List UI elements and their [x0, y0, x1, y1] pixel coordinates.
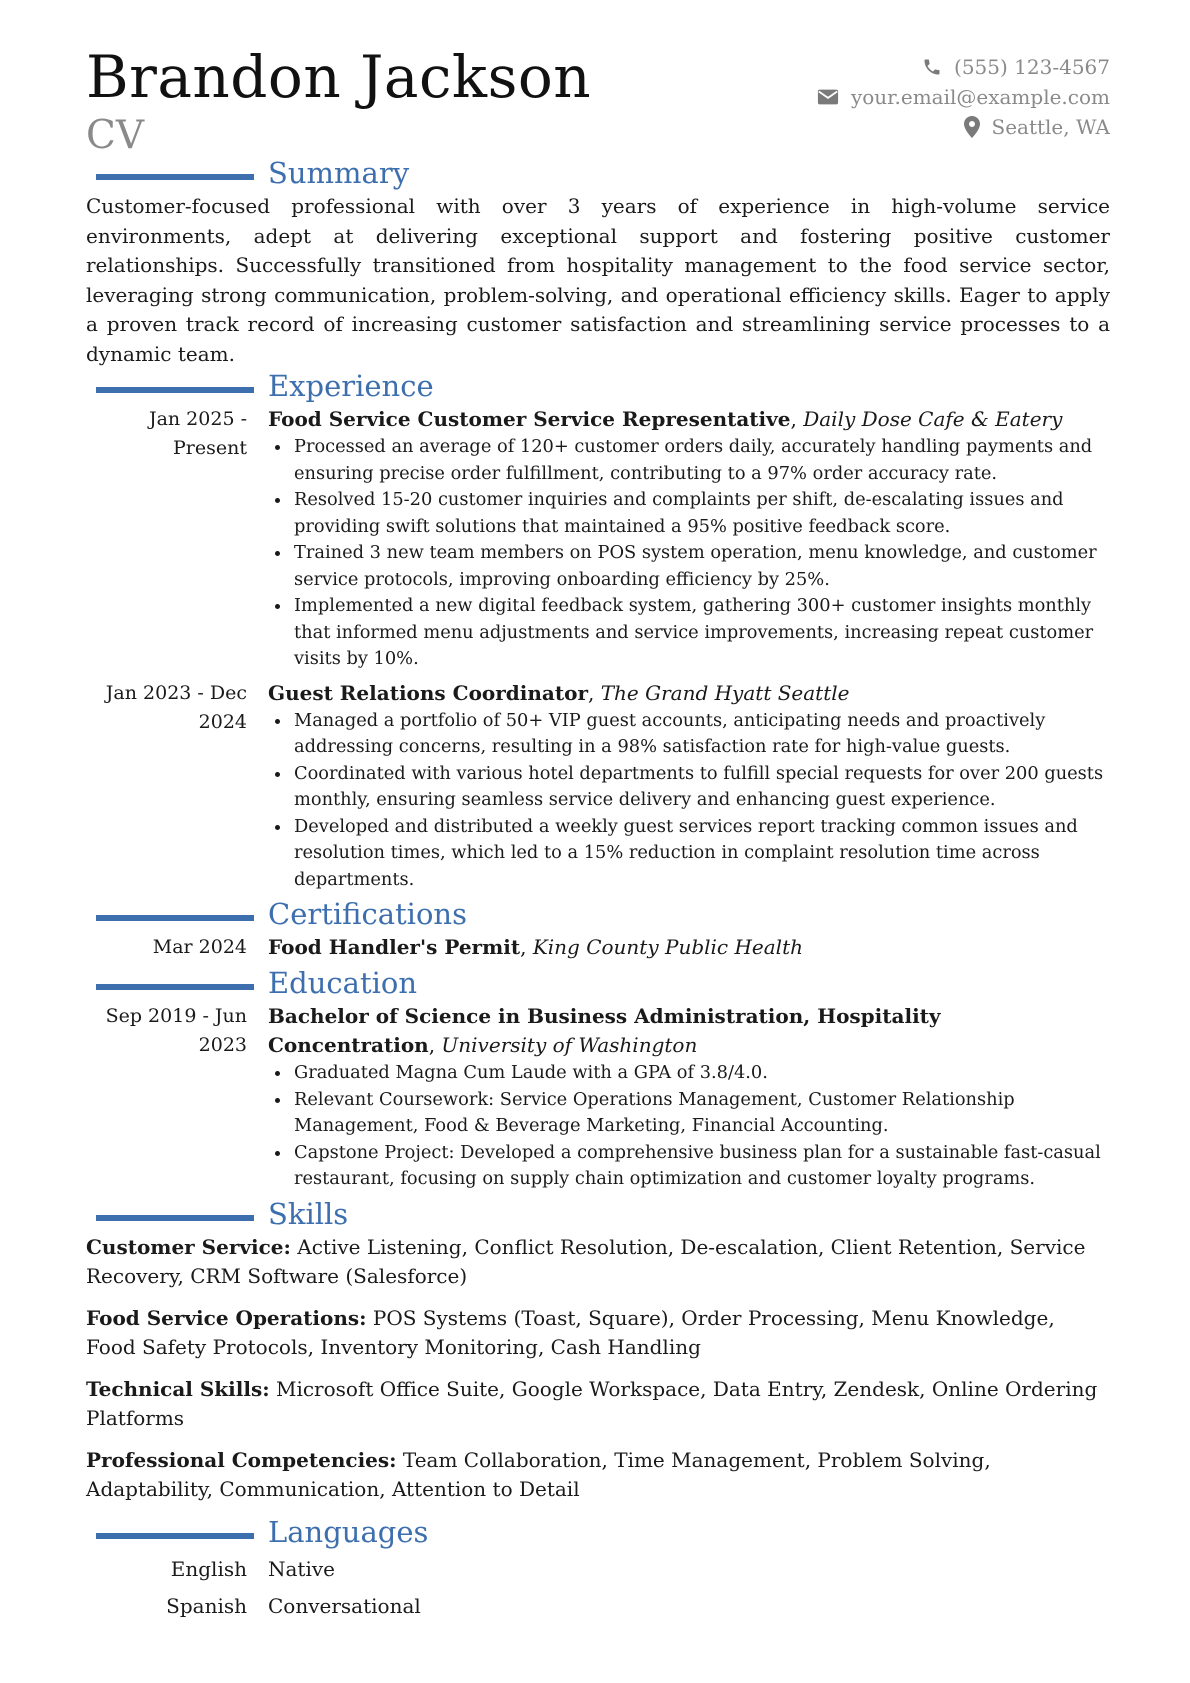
skill-category: Technical Skills:	[86, 1376, 270, 1401]
skill-category: Food Service Operations:	[86, 1305, 367, 1330]
section-rule	[96, 174, 254, 180]
entry-body	[268, 679, 1110, 894]
person-name: Brandon Jackson	[86, 43, 592, 111]
entry-title: Food Service Customer Service Representative	[268, 407, 791, 431]
section-experience	[86, 371, 1110, 405]
location-text: Seattle, WA	[991, 115, 1110, 139]
skill-group	[86, 1233, 1110, 1292]
section-rule	[96, 387, 254, 393]
language-row	[86, 1551, 1110, 1588]
entry-heading: Food Handler's Permit, King County Public Health	[268, 935, 803, 959]
bullet-item: • Processed an average of 120+ customer orders daily, accurately handling payments and ensuring precise order fulfillment, contributing to a 97% order accuracy rate.	[292, 434, 1110, 487]
phone-icon	[922, 57, 942, 77]
section-title: Education	[268, 966, 418, 1000]
skill-items: POS Systems (Toast, Square), Order Processing, Menu Knowledge, Food Safety Protocols, Inventory Monitoring, Cash Handling	[86, 1305, 1055, 1359]
language-name: English	[170, 1556, 247, 1581]
entry-title: Guest Relations Coordinator	[268, 680, 588, 705]
language-name: Spanish	[166, 1593, 247, 1618]
skill-items: Active Listening, Conflict Resolution, De-escalation, Client Retention, Service Recovery, CRM Software (Salesforce)	[86, 1234, 1086, 1288]
education-entry	[86, 1002, 1110, 1193]
entry-title: Bachelor of Science in Business Administration, Hospitality Concentration	[268, 1004, 941, 1057]
contact-phone	[817, 52, 1110, 82]
map-marker-icon	[964, 116, 980, 138]
entry-org: The Grand Hyatt Seattle	[600, 680, 850, 705]
section-certifications	[86, 899, 1110, 933]
skill-items: Team Collaboration, Time Management, Problem Solving, Adaptability, Communication, Attention to Detail	[86, 1447, 991, 1501]
entry-heading: Food Service Customer Service Representative, Daily Dose Cafe & Eatery	[268, 407, 1063, 431]
section-languages	[86, 1514, 1110, 1551]
skill-category: Customer Service:	[86, 1234, 291, 1259]
language-level: Native	[268, 1556, 335, 1581]
contact-location	[817, 112, 1110, 142]
skill-group	[86, 1304, 1110, 1363]
section-rule	[96, 915, 254, 921]
summary-text: Customer-focused professional with over 3 years of experience in high-volume service environments, adept at delivering exceptional support and fostering positive customer relationships. Successfully transitioned from hospitality management to the food service sector, leveraging strong communication, problem-solving, and operational efficiency skills. Eager to apply a proven track record of increasing customer satisfaction and streamlining service processes to a dynamic team.	[86, 194, 1110, 366]
cv-page	[86, 40, 1110, 1625]
envelope-icon	[817, 88, 839, 106]
section-title: Certifications	[268, 897, 467, 931]
bullet-list	[268, 1060, 1110, 1193]
cv-header	[86, 40, 1110, 158]
bullet-list	[268, 434, 1110, 673]
section-education	[86, 968, 1110, 1002]
bullet-item: • Resolved 15-20 customer inquiries and complaints per shift, de-escalating issues and providing swift solutions that maintained a 95% positive feedback score.	[292, 487, 1110, 540]
section-title: Skills	[268, 1196, 349, 1231]
skill-category: Professional Competencies:	[86, 1447, 397, 1472]
bullet-item: • Trained 3 new team members on POS system operation, menu knowledge, and customer service protocols, improving onboarding efficiency by 25%.	[292, 540, 1110, 593]
section-skills	[86, 1196, 1110, 1233]
language-row	[86, 1588, 1110, 1625]
bullet-item: • Capstone Project: Developed a comprehensive business plan for a sustainable fast-casual restaurant, focusing on supply chain optimization and customer loyalty programs.	[292, 1140, 1110, 1193]
entry-title: Food Handler's Permit	[268, 935, 521, 959]
section-title: Languages	[268, 1514, 429, 1549]
entry-body	[268, 933, 1110, 962]
section-summary	[86, 158, 1110, 192]
contact-info	[817, 52, 1110, 142]
experience-entry	[86, 679, 1110, 894]
entry-date: Sep 2019 - Jun 2023	[105, 1005, 247, 1056]
entry-heading: Bachelor of Science in Business Administration, Hospitality Concentration, University of Washington	[268, 1004, 941, 1057]
bullet-item: • Graduated Magna Cum Laude with a GPA of 3.8/4.0.	[292, 1060, 1110, 1087]
entry-date: Mar 2024	[152, 936, 247, 958]
entry-org: Daily Dose Cafe & Eatery	[803, 407, 1063, 431]
bullet-list	[268, 708, 1110, 894]
section-rule	[96, 984, 254, 990]
section-title: Summary	[268, 156, 410, 190]
phone-number: (555) 123-4567	[954, 55, 1110, 79]
section-rule	[96, 1533, 254, 1539]
entry-heading: Guest Relations Coordinator, The Grand Hyatt Seattle	[268, 680, 850, 705]
entry-date: Jan 2023 - Dec 2024	[105, 681, 247, 733]
section-rule	[96, 1215, 254, 1221]
bullet-item: • Managed a portfolio of 50+ VIP guest accounts, anticipating needs and proactively addressing concerns, resulting in a 98% satisfaction rate for high-value guests.	[292, 708, 1110, 761]
skill-group	[86, 1375, 1110, 1434]
entry-org: King County Public Health	[532, 935, 803, 959]
entry-body	[268, 1002, 1110, 1193]
language-level: Conversational	[268, 1593, 421, 1618]
experience-entry	[86, 405, 1110, 673]
bullet-item: • Relevant Coursework: Service Operations Management, Customer Relationship Management, Food & Beverage Marketing, Financial Accounting.	[292, 1087, 1110, 1140]
certification-entry	[86, 933, 1110, 962]
skill-items: Microsoft Office Suite, Google Workspace, Data Entry, Zendesk, Online Ordering Platforms	[86, 1376, 1098, 1430]
document-subtitle: CV	[86, 113, 145, 158]
bullet-item: • Implemented a new digital feedback system, gathering 300+ customer insights monthly that informed menu adjustments and service improvements, increasing repeat customer visits by 10%.	[292, 593, 1110, 673]
entry-org: University of Washington	[441, 1033, 698, 1057]
entry-body	[268, 405, 1110, 673]
section-title: Experience	[268, 369, 434, 403]
contact-email	[817, 82, 1110, 112]
skill-group	[86, 1446, 1110, 1505]
entry-date: Jan 2025 - Present	[148, 408, 247, 459]
email-address[interactable]: your.email@example.com	[850, 85, 1110, 109]
bullet-item: • Coordinated with various hotel departments to fulfill special requests for over 200 guests monthly, ensuring seamless service delivery and enhancing guest experience.	[292, 761, 1110, 814]
bullet-item: • Developed and distributed a weekly guest services report tracking common issues and resolution times, which led to a 15% reduction in complaint resolution time across departments.	[292, 814, 1110, 894]
